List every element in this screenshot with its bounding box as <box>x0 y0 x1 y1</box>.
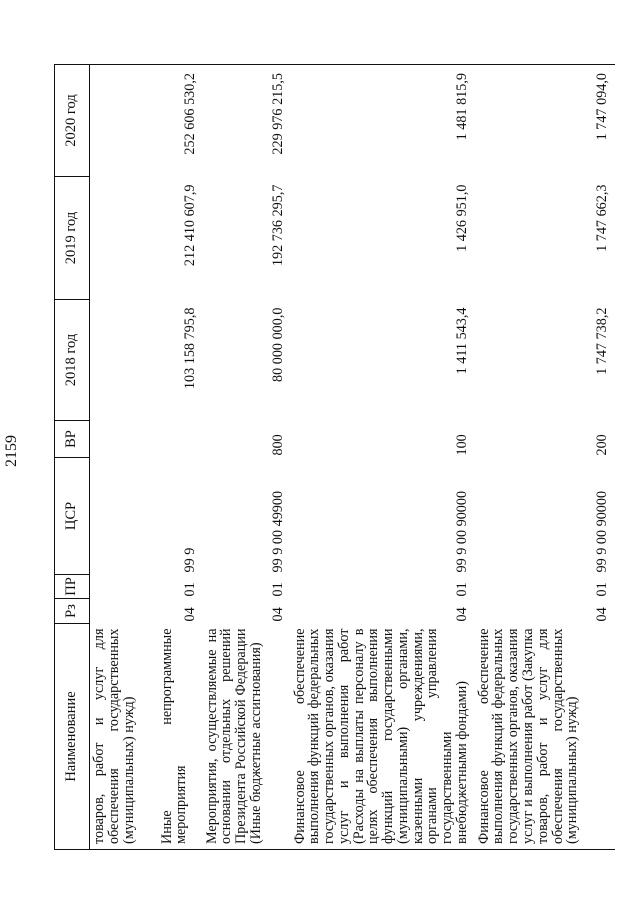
row-csr: 99 9 00 49900 <box>269 490 286 573</box>
row-2018 <box>90 300 158 421</box>
header-name: Наименование <box>55 624 90 850</box>
row-name: Финансовое обеспечение выполнения функций федеральных государственных органов, оказания услуг и выполнения работ (Закупка товаров, работ и услуг для обеспечения государственных (муниципальных) нужд) <box>475 624 615 850</box>
header-2018: 2018 год <box>55 300 90 421</box>
row-2020: 1 481 815,9 <box>291 65 475 177</box>
row-2018: 80 000 000,0 <box>269 307 286 382</box>
row-pr: 01 <box>593 582 610 597</box>
row-csr: 99 9 <box>181 547 198 573</box>
row-2018: 1 411 543,4 <box>453 307 470 375</box>
row-name: Финансовое обеспечение выполнения функций федеральных государственных органов, оказания услуг и выполнения работ (Расходы на выплаты персоналу в целях обеспечения выполнения функций государственными (муниципальными) органами, казенными учреждениями, органами управления государственными внебюджетными фондами) <box>291 624 475 850</box>
header-2019: 2019 год <box>55 177 90 300</box>
table-row <box>158 65 203 850</box>
header-pr: ПР <box>55 575 90 599</box>
row-pr: 01 <box>453 582 470 597</box>
row-csr: 99 9 00 90000 <box>593 490 610 573</box>
row-vr: 200 <box>593 434 610 456</box>
row-2019: 1 426 951,0 <box>453 184 470 252</box>
row-2019 <box>90 177 158 300</box>
header-csr: ЦСР <box>55 458 90 575</box>
row-2019: 192 736 295,7 <box>269 184 286 267</box>
row-name: Мероприятия, осуществляемые на основании отдельных решений Президента Российской Федерации (Иные бюджетные ассигнования) <box>203 624 291 850</box>
budget-table <box>54 64 615 850</box>
row-vr: 100 <box>453 434 470 456</box>
row-name: Иные непрограммные мероприятия <box>158 624 203 850</box>
row-pr <box>90 575 158 599</box>
row-vr: 800 <box>269 434 286 456</box>
row-rz: 04 <box>593 607 610 622</box>
table-row <box>203 65 291 850</box>
row-2020: 1 747 094,0 <box>475 65 615 177</box>
row-vr <box>158 421 203 458</box>
row-2019: 212 410 607,9 <box>181 184 198 267</box>
row-name: товаров, работ и услуг для обеспечения государственных (муниципальных) нужд) <box>90 624 158 850</box>
row-pr: 01 <box>269 582 286 597</box>
row-2019: 1 747 662,3 <box>593 184 610 252</box>
header-2020: 2020 год <box>55 65 90 177</box>
row-2018: 103 158 795,8 <box>181 307 198 390</box>
row-csr <box>90 458 158 575</box>
table-row <box>291 65 475 850</box>
rotated-page <box>54 65 608 850</box>
row-2020: 252 606 530,2 <box>158 65 203 177</box>
page-number: 2159 <box>3 435 20 467</box>
row-2020: 229 976 215,5 <box>203 65 291 177</box>
row-rz: 04 <box>269 607 286 622</box>
header-rz: Рз <box>55 599 90 624</box>
table-header-row <box>55 65 90 850</box>
row-csr: 99 9 00 90000 <box>453 490 470 573</box>
table-row <box>475 65 615 850</box>
row-2020 <box>90 65 158 177</box>
row-2018: 1 747 738,2 <box>593 307 610 375</box>
row-vr <box>90 421 158 458</box>
row-rz: 04 <box>453 607 470 622</box>
row-rz: 04 <box>181 607 198 622</box>
row-rz <box>90 599 158 624</box>
table-row <box>90 65 158 850</box>
row-pr: 01 <box>181 582 198 597</box>
header-vr: ВР <box>55 421 90 458</box>
